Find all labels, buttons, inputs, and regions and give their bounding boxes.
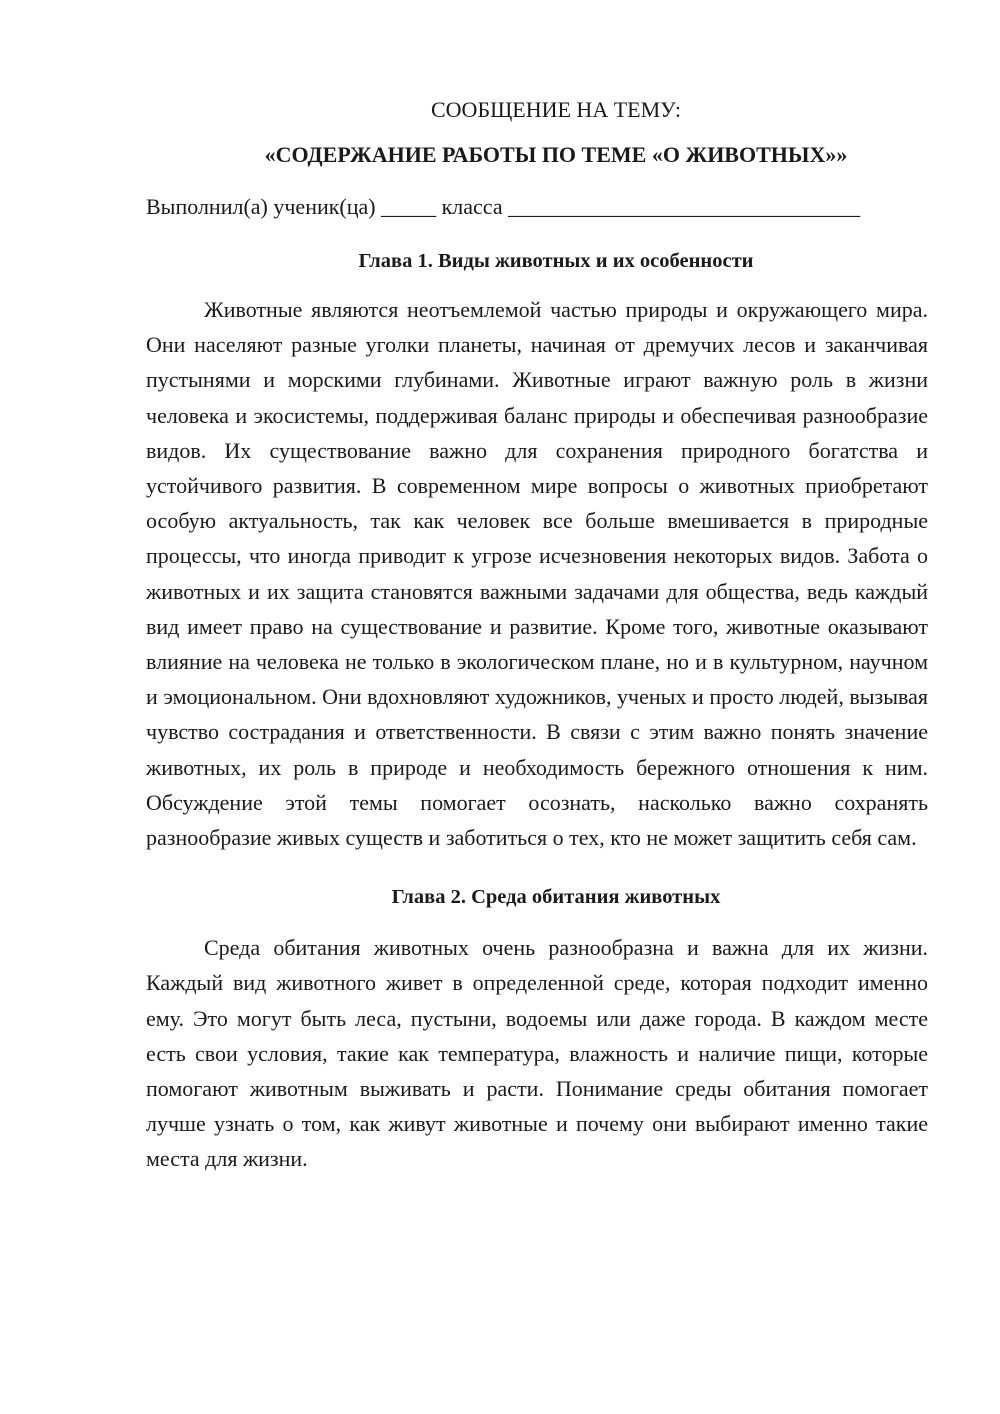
chapter-1-paragraph: Животные являются неотъемлемой частью природы и окружающего мира. Они населяют разные уголки планеты, начиная от дремучих лесов и заканчивая пустынями и морскими глубинами. Животные играют важную роль в жизни человека и экосистемы, поддерживая баланс природы и обеспечивая разнообразие видов. Их существование важно для сохранения природного богатства и устойчивого развития. В современном мире вопросы о животных приобретают особую актуальность, так как человек все больше вмешивается в природные процессы, что иногда приводит к угрозе исчезновения некоторых видов. Забота о животных и их защита становятся важными задачами для общества, ведь каждый вид имеет право на существование и развитие. Кроме того, животные оказывают влияние на человека не только в экологическом плане, но и в культурном, научном и эмоциональном. Они вдохновляют художников, ученых и просто людей, вызывая чувство сострадания и ответственности. В связи с этим важно понять значение животных, их роль в природе и необходимость бережного отношения к ним. Обсуждение этой темы помогает осознать, насколько важно сохранять разнообразие живых существ и заботиться о тех, кто не может защитить себя сам. — [146, 297, 928, 851]
document-page — [146, 92, 928, 1177]
chapter-2-title: Глава 2. Среда обитания животных — [391, 886, 721, 909]
document-header: СООБЩЕНИЕ НА ТЕМУ: — [431, 97, 681, 122]
chapter-2-paragraph: Среда обитания животных очень разнообразна и важна для их жизни. Каждый вид животного живет в определенной среде, которая подходит именно ему. Это могут быть леса, пустыни, водоемы или даже города. В каждом месте есть свои условия, такие как температура, влажность и наличие пищи, которые помогают животным выживать и расти. Понимание среды обитания помогает лучше узнать о том, как живут животные и почему они выбирают именно такие места для жизни. — [146, 935, 928, 1172]
author-line: Выполнил(а) ученик(ца) _____ класса ________________________________ — [146, 194, 861, 219]
chapter-1-title: Глава 1. Виды животных и их особенности — [358, 250, 754, 272]
document-title: «СОДЕРЖАНИЕ РАБОТЫ ПО ТЕМЕ «О ЖИВОТНЫХ»» — [264, 142, 848, 167]
